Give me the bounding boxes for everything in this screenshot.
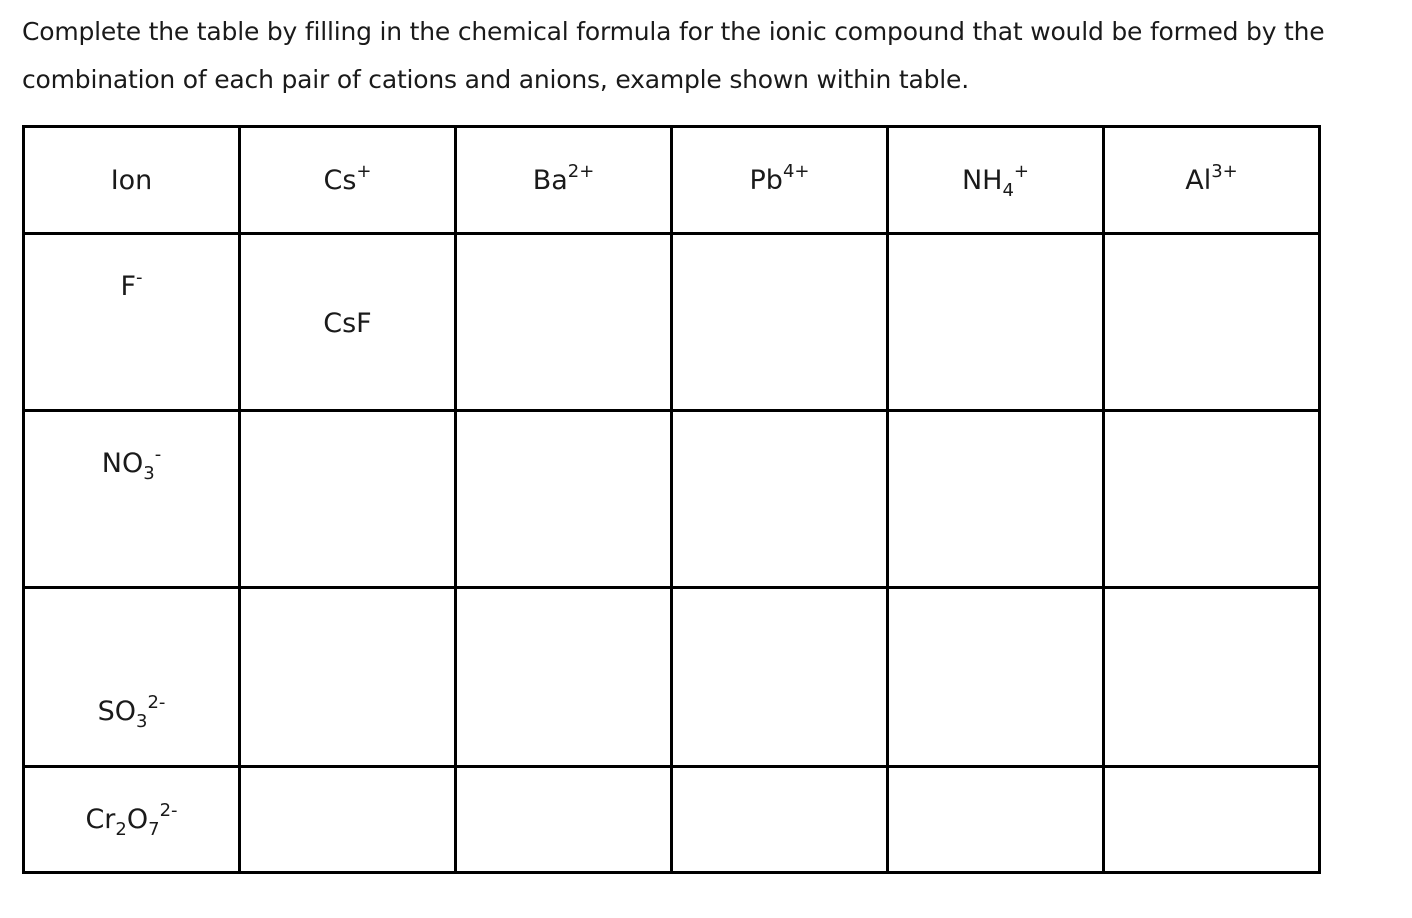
cation-label: $NH_4^+$ xyxy=(961,161,1030,201)
cation-header-cell xyxy=(240,127,456,234)
answer-cell[interactable] xyxy=(456,411,672,588)
cation-header-cell xyxy=(456,127,672,234)
answer-cell[interactable] xyxy=(456,234,672,411)
answer-cell[interactable] xyxy=(456,767,672,873)
answer-cell[interactable] xyxy=(456,588,672,767)
anion-cell xyxy=(24,588,240,767)
ion-combination-table xyxy=(22,125,1321,874)
answer-cell[interactable] xyxy=(888,588,1104,767)
corner-cell xyxy=(24,127,240,234)
anion-label: $SO_3^{2-}$ xyxy=(97,692,166,732)
anion-label: $NO_3^-$ xyxy=(101,444,162,484)
cation-label: $Al^{3+}$ xyxy=(1185,161,1238,196)
answer-cell[interactable] xyxy=(888,234,1104,411)
table-row xyxy=(24,234,1320,411)
table-row xyxy=(24,767,1320,873)
answer-cell[interactable] xyxy=(672,234,888,411)
answer-cell[interactable] xyxy=(888,411,1104,588)
anion-cell xyxy=(24,767,240,873)
answer-cell[interactable] xyxy=(1104,411,1320,588)
table-row xyxy=(24,588,1320,767)
cation-header-cell xyxy=(1104,127,1320,234)
cation-header-cell xyxy=(888,127,1104,234)
table-header-row xyxy=(24,127,1320,234)
answer-cell[interactable] xyxy=(240,767,456,873)
cation-label: Cs+ xyxy=(323,161,372,196)
answer-cell[interactable] xyxy=(672,767,888,873)
answer-cell[interactable] xyxy=(240,234,456,411)
answer-cell[interactable] xyxy=(672,411,888,588)
answer-cell[interactable] xyxy=(240,411,456,588)
answer-cell[interactable] xyxy=(672,588,888,767)
anion-label: $Cr_2O_7^{2-}$ xyxy=(85,800,178,840)
corner-label: Ion xyxy=(110,165,153,196)
cation-label: $Ba^{2+}$ xyxy=(532,161,595,196)
anion-label: F- xyxy=(120,267,143,302)
instructions-text: Complete the table by filling in the chemical formula for the ionic compound that would be formed by the combination of each pair of cations and anions, example shown within table. xyxy=(22,17,1325,94)
cation-label: $Pb^{4+}$ xyxy=(749,161,810,196)
answer-cell[interactable] xyxy=(1104,767,1320,873)
answer-cell[interactable] xyxy=(240,588,456,767)
anion-cell xyxy=(24,234,240,411)
answer-cell[interactable] xyxy=(1104,234,1320,411)
table-row xyxy=(24,411,1320,588)
cation-header-cell xyxy=(672,127,888,234)
answer-cell[interactable] xyxy=(888,767,1104,873)
answer-cell[interactable] xyxy=(1104,588,1320,767)
anion-cell xyxy=(24,411,240,588)
example-answer: CsF xyxy=(323,308,372,339)
